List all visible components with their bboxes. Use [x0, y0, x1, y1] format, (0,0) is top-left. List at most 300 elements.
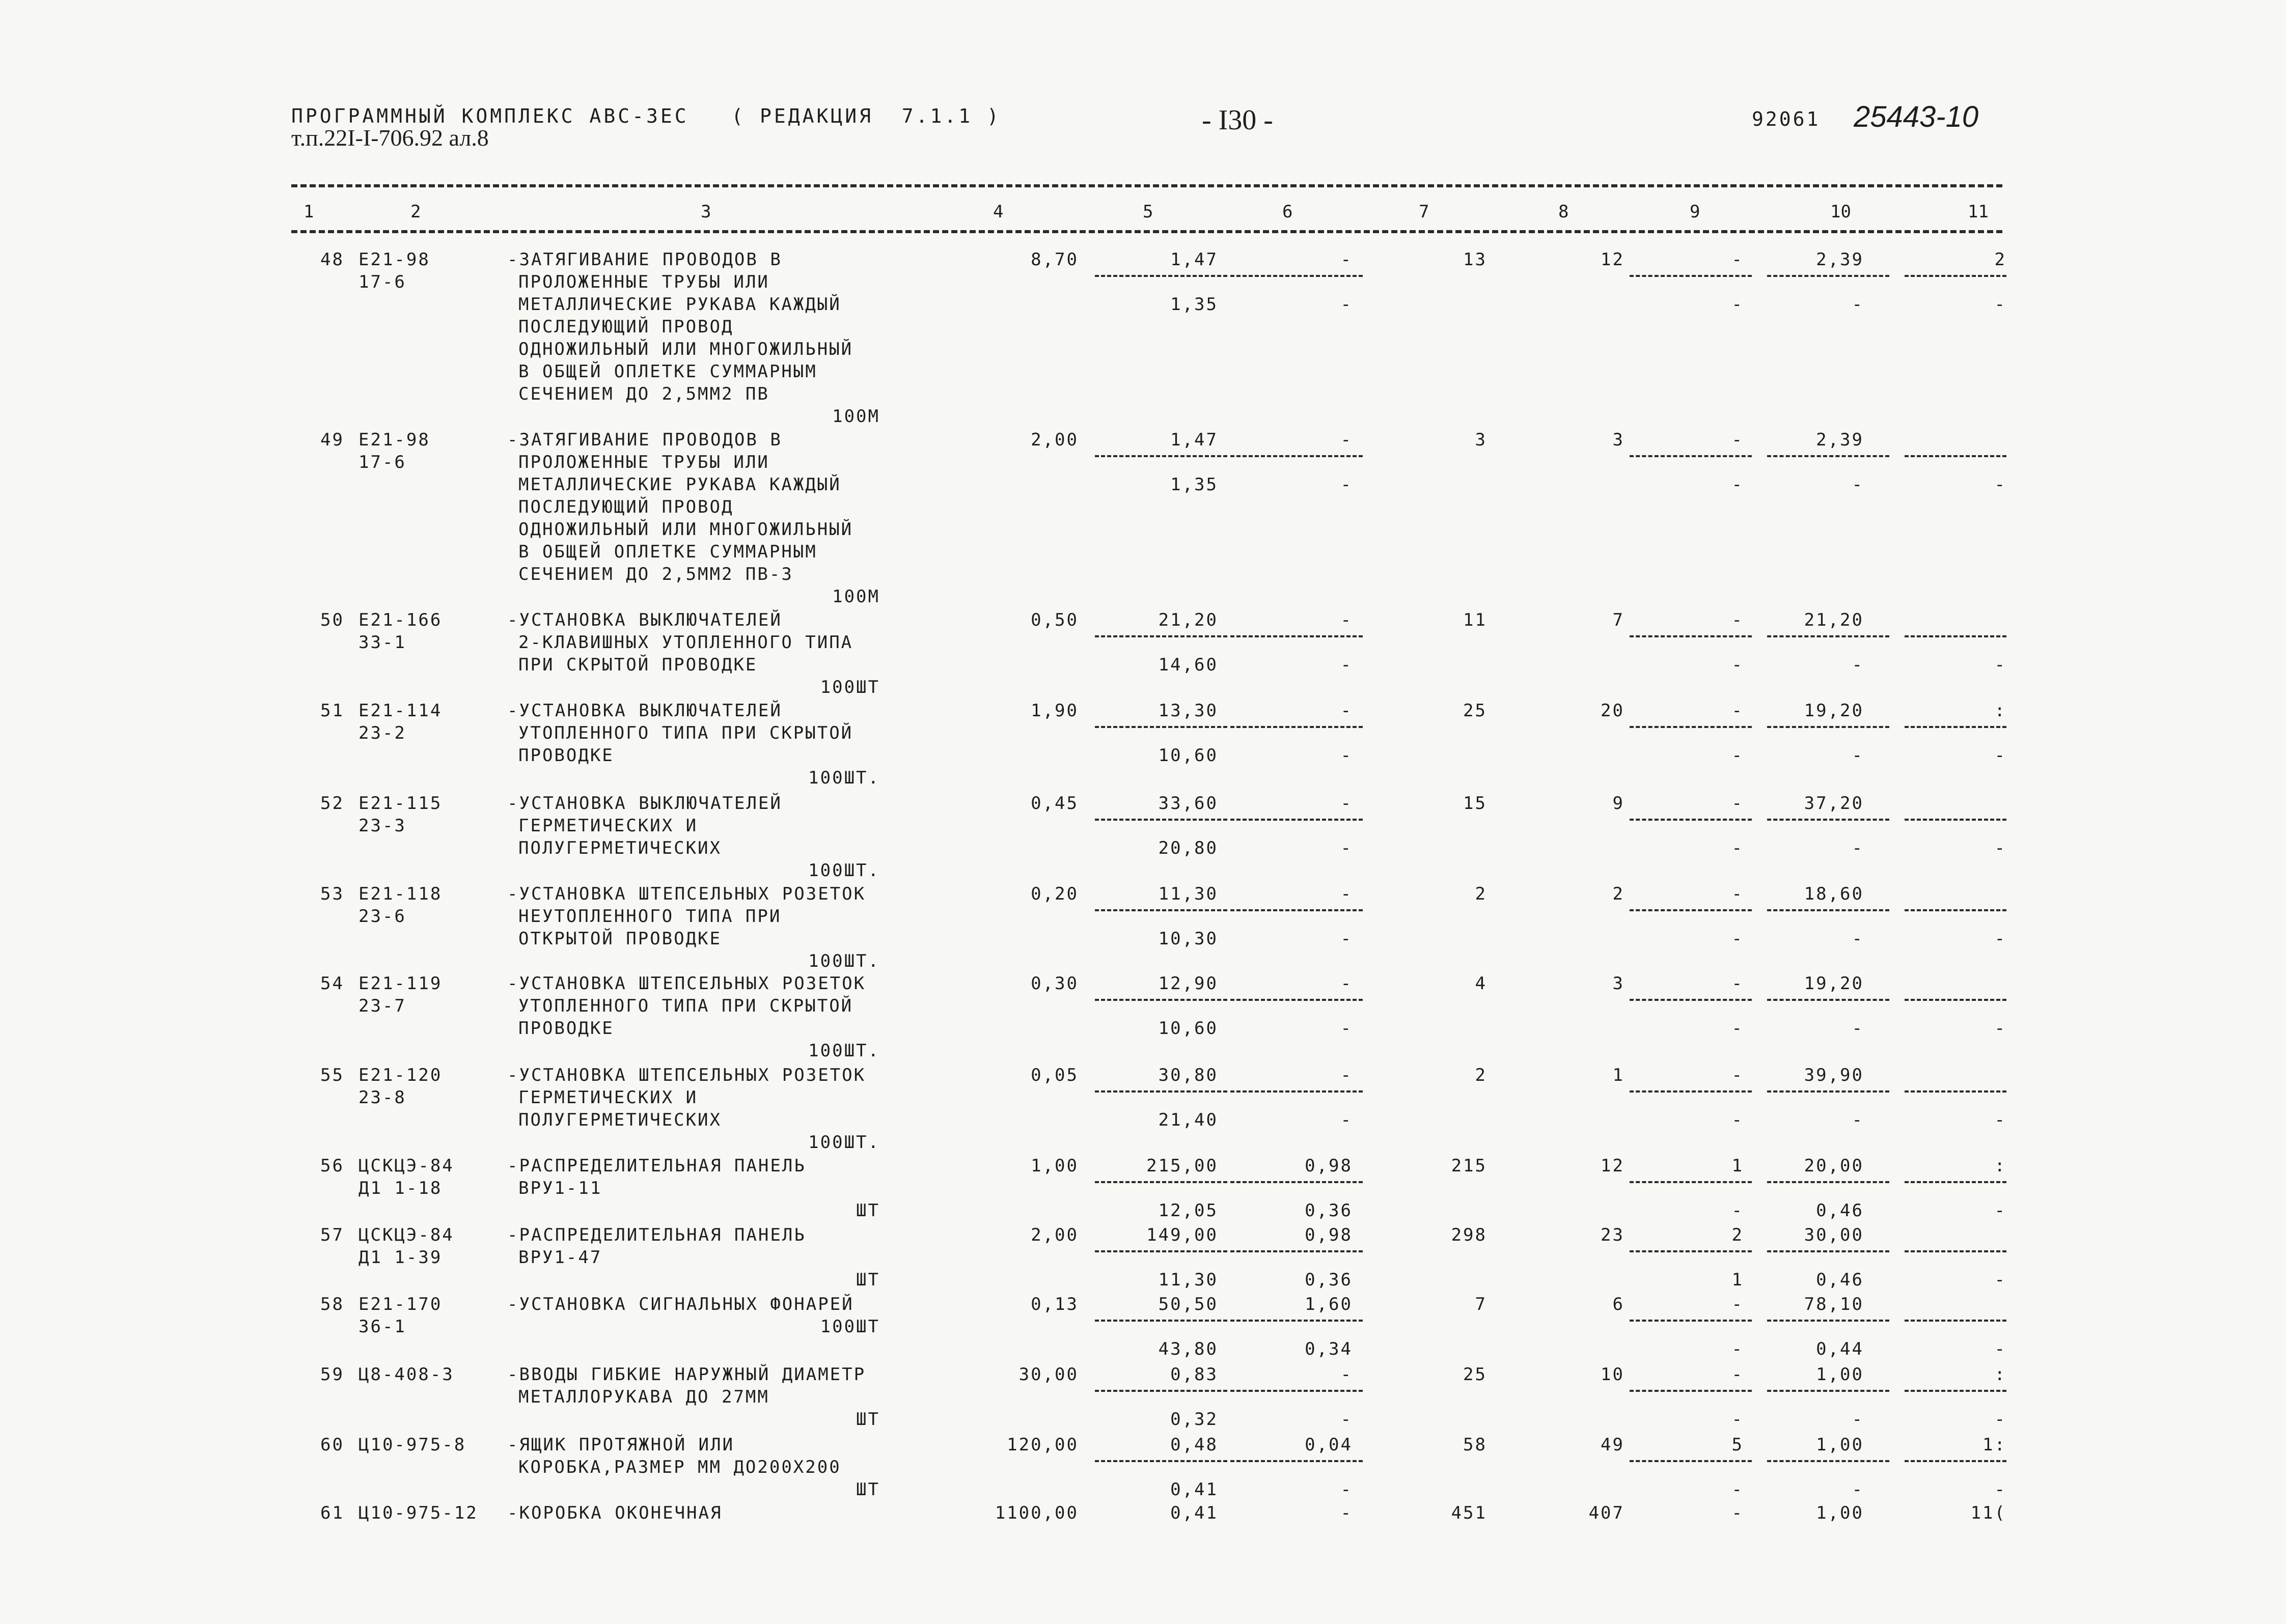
- unit-wages: 11,30: [1158, 1270, 1218, 1290]
- row-separator-5: [1095, 819, 1227, 821]
- rate-code-sub: 23-7: [359, 996, 406, 1016]
- row-separator-9: [1630, 1460, 1752, 1462]
- unit-of-measure: 100ШТ.: [808, 951, 880, 971]
- machine-cost: -: [1340, 884, 1353, 904]
- machine-total: -: [1731, 249, 1744, 270]
- wages-cost: 7: [1612, 610, 1624, 630]
- machine-wages: 0,36: [1305, 1200, 1353, 1221]
- unit-cost: 30,80: [1158, 1065, 1218, 1085]
- rate-code: Е21-120: [359, 1065, 443, 1085]
- row-separator-10: [1767, 1460, 1889, 1462]
- unit-of-measure: ШТ: [856, 1270, 880, 1290]
- row-separator-10: [1767, 1320, 1889, 1322]
- work-description: МЕТАЛЛИЧЕСКИЕ РУКАВА КАЖДЫЙ: [518, 294, 841, 315]
- labor-machine-unit: 0,46: [1816, 1270, 1864, 1290]
- row-separator-11: [1905, 1460, 2006, 1462]
- labor-machine-total: -: [1994, 838, 2006, 858]
- wages-cost: 20: [1601, 701, 1624, 721]
- work-description: -РАСПРЕДЕЛИТЕЛЬНАЯ ПАНЕЛЬ: [507, 1156, 806, 1176]
- row-separator-6: [1230, 999, 1363, 1001]
- work-description: ПРОВОДКЕ: [518, 745, 614, 766]
- row-separator-11: [1905, 635, 2006, 637]
- row-number: 60: [320, 1435, 344, 1455]
- labor-per-unit: 39,90: [1804, 1065, 1864, 1085]
- unit-of-measure: 100М: [832, 586, 880, 607]
- unit-wages: 43,80: [1158, 1339, 1218, 1359]
- work-description: -УСТАНОВКА ВЫКЛЮЧАТЕЛЕЙ: [507, 701, 782, 721]
- row-separator-11: [1905, 1090, 2006, 1093]
- machine-cost: 0,98: [1305, 1156, 1353, 1176]
- row-separator-9: [1630, 1320, 1752, 1322]
- row-separator-9: [1630, 275, 1752, 277]
- machine-total: 5: [1731, 1435, 1744, 1455]
- labor-machine-total: -: [1994, 1200, 2006, 1221]
- row-separator-5: [1095, 999, 1227, 1001]
- labor-machine-unit: -: [1852, 474, 1864, 495]
- row-number: 57: [320, 1225, 344, 1245]
- machine-cost: -: [1340, 793, 1353, 814]
- rate-code-sub: Д1 1-39: [359, 1247, 443, 1268]
- work-description: СЕЧЕНИЕМ ДО 2,5ММ2 ПВ-3: [518, 564, 793, 584]
- work-description: -РАСПРЕДЕЛИТЕЛЬНАЯ ПАНЕЛЬ: [507, 1225, 806, 1245]
- row-separator-10: [1767, 455, 1889, 457]
- machine-cost: -: [1340, 610, 1353, 630]
- rate-code-sub: 33-1: [359, 632, 406, 653]
- row-separator-6: [1230, 1090, 1363, 1093]
- work-description: ВРУ1-11: [518, 1178, 602, 1198]
- unit-cost: 33,60: [1158, 793, 1218, 814]
- unit-wages: 10,60: [1158, 1018, 1218, 1039]
- row-separator-5: [1095, 635, 1227, 637]
- rate-code: Е21-98: [359, 430, 430, 450]
- wages-cost: 23: [1601, 1225, 1624, 1245]
- total-cost: 7: [1475, 1294, 1487, 1314]
- labor-total: 2: [1994, 249, 2006, 270]
- labor-machine-unit: -: [1852, 929, 1864, 949]
- work-description: КОРОБКА,РАЗМЕР ММ ДО200Х200: [518, 1457, 841, 1477]
- work-description: СЕЧЕНИЕМ ДО 2,5ММ2 ПВ: [518, 384, 769, 404]
- machine-total: -: [1731, 884, 1744, 904]
- labor-machine-total: -: [1994, 655, 2006, 675]
- unit-wages: 14,60: [1158, 655, 1218, 675]
- labor-per-unit: 19,20: [1804, 973, 1864, 994]
- row-separator-6: [1230, 726, 1363, 728]
- column-header-3: 3: [701, 202, 711, 222]
- labor-machine-unit: -: [1852, 1110, 1864, 1130]
- machine-wages: -: [1340, 655, 1353, 675]
- work-description: УТОПЛЕННОГО ТИПА ПРИ СКРЫТОЙ: [518, 996, 853, 1016]
- work-description: ОДНОЖИЛЬНЫЙ ИЛИ МНОГОЖИЛЬНЫЙ: [518, 519, 853, 540]
- labor-machine-total: -: [1994, 1339, 2006, 1359]
- work-description: ПОСЛЕДУЮЩИЙ ПРОВОД: [518, 497, 734, 517]
- work-description: -УСТАНОВКА ШТЕПСЕЛЬНЫХ РОЗЕТОК: [507, 884, 866, 904]
- row-separator-6: [1230, 909, 1363, 911]
- row-separator-6: [1230, 635, 1363, 637]
- column-header-10: 10: [1830, 202, 1851, 222]
- rate-code-sub: 23-3: [359, 816, 406, 836]
- row-number: 49: [320, 430, 344, 450]
- row-separator-6: [1230, 1390, 1363, 1392]
- labor-machine-unit: -: [1852, 1409, 1864, 1430]
- row-separator-11: [1905, 455, 2006, 457]
- labor-per-unit: 1,00: [1816, 1503, 1864, 1523]
- unit-of-measure: 100ШТ.: [808, 1041, 880, 1061]
- unit-of-measure: 100ШТ: [820, 1317, 880, 1337]
- machine-cost: -: [1340, 701, 1353, 721]
- machine-wages-total: -: [1731, 1339, 1744, 1359]
- work-description: ПОЛУГЕРМЕТИЧЕСКИХ: [518, 838, 722, 858]
- column-header-1: 1: [304, 202, 314, 222]
- labor-machine-total: -: [1994, 1018, 2006, 1039]
- total-cost: 13: [1463, 249, 1487, 270]
- work-description: ОТКРЫТОЙ ПРОВОДКЕ: [518, 929, 722, 949]
- labor-total: 11(: [1970, 1503, 2006, 1523]
- work-description: -КОРОБКА ОКОНЕЧНАЯ: [507, 1503, 723, 1523]
- unit-cost: 50,50: [1158, 1294, 1218, 1314]
- labor-total: 1:: [1982, 1435, 2006, 1455]
- row-separator-10: [1767, 1390, 1889, 1392]
- total-cost: 451: [1451, 1503, 1487, 1523]
- labor-machine-total: -: [1994, 474, 2006, 495]
- row-separator-10: [1767, 726, 1889, 728]
- labor-machine-unit: -: [1852, 745, 1864, 766]
- row-separator-9: [1630, 455, 1752, 457]
- row-separator-6: [1230, 275, 1363, 277]
- rate-code: Ц10-975-8: [359, 1435, 466, 1455]
- machine-wages: -: [1340, 1479, 1353, 1500]
- sheet-code: 25443-10: [1854, 100, 1979, 133]
- work-description: -ЗАТЯГИВАНИЕ ПРОВОДОВ В: [507, 249, 782, 270]
- row-separator-11: [1905, 819, 2006, 821]
- row-separator-10: [1767, 1250, 1889, 1252]
- labor-machine-unit: -: [1852, 1018, 1864, 1039]
- total-cost: 3: [1475, 430, 1487, 450]
- total-cost: 25: [1463, 701, 1487, 721]
- labor-per-unit: 37,20: [1804, 793, 1864, 814]
- row-separator-9: [1630, 1390, 1752, 1392]
- row-separator-11: [1905, 275, 2006, 277]
- quantity: 120,00: [1007, 1435, 1079, 1455]
- row-number: 51: [320, 701, 344, 721]
- unit-cost: 0,83: [1170, 1364, 1218, 1385]
- unit-of-measure: 100ШТ.: [808, 1132, 880, 1153]
- rate-code: Е21-166: [359, 610, 443, 630]
- row-number: 54: [320, 973, 344, 994]
- labor-machine-unit: 0,44: [1816, 1339, 1864, 1359]
- rate-code: Е21-115: [359, 793, 443, 814]
- machine-total: -: [1731, 1065, 1744, 1085]
- work-description: -УСТАНОВКА ВЫКЛЮЧАТЕЛЕЙ: [507, 610, 782, 630]
- machine-wages-total: -: [1731, 474, 1744, 495]
- work-description: ПОСЛЕДУЮЩИЙ ПРОВОД: [518, 317, 734, 337]
- total-cost: 11: [1463, 610, 1487, 630]
- rate-code-sub: 23-2: [359, 723, 406, 743]
- row-separator-11: [1905, 1390, 2006, 1392]
- row-separator-10: [1767, 819, 1889, 821]
- row-separator-11: [1905, 726, 2006, 728]
- machine-cost: 1,60: [1305, 1294, 1353, 1314]
- row-separator-10: [1767, 635, 1889, 637]
- quantity: 2,00: [1031, 430, 1079, 450]
- total-cost: 4: [1475, 973, 1487, 994]
- unit-of-measure: 100М: [832, 406, 880, 427]
- column-header-8: 8: [1558, 202, 1569, 222]
- rate-code: Е21-170: [359, 1294, 443, 1314]
- machine-cost: 0,98: [1305, 1225, 1353, 1245]
- wages-cost: 9: [1612, 793, 1624, 814]
- machine-total: -: [1731, 701, 1744, 721]
- work-description: ПРОЛОЖЕННЫЕ ТРУБЫ ИЛИ: [518, 272, 769, 292]
- labor-per-unit: 19,20: [1804, 701, 1864, 721]
- rate-code: Ц8-408-3: [359, 1364, 454, 1385]
- row-separator-5: [1095, 1250, 1227, 1252]
- row-number: 48: [320, 249, 344, 270]
- wages-cost: 3: [1612, 973, 1624, 994]
- machine-cost: -: [1340, 1503, 1353, 1523]
- machine-wages: -: [1340, 1409, 1353, 1430]
- machine-wages-total: -: [1731, 929, 1744, 949]
- work-description: -ЯЩИК ПРОТЯЖНОЙ ИЛИ: [507, 1435, 734, 1455]
- unit-of-measure: ШТ: [856, 1479, 880, 1500]
- row-separator-11: [1905, 1320, 2006, 1322]
- row-separator-9: [1630, 1181, 1752, 1183]
- row-separator-5: [1095, 275, 1227, 277]
- row-number: 53: [320, 884, 344, 904]
- machine-total: 1: [1731, 1156, 1744, 1176]
- row-separator-11: [1905, 909, 2006, 911]
- wages-cost: 49: [1601, 1435, 1624, 1455]
- machine-total: -: [1731, 793, 1744, 814]
- row-separator-6: [1230, 1320, 1363, 1322]
- work-description: -УСТАНОВКА ШТЕПСЕЛЬНЫХ РОЗЕТОК: [507, 973, 866, 994]
- unit-cost: 0,41: [1170, 1503, 1218, 1523]
- labor-machine-total: -: [1994, 1110, 2006, 1130]
- labor-machine-total: -: [1994, 745, 2006, 766]
- row-separator-11: [1905, 1250, 2006, 1252]
- rate-code-sub: 17-6: [359, 272, 406, 292]
- quantity: 1,90: [1031, 701, 1079, 721]
- total-cost: 15: [1463, 793, 1487, 814]
- machine-wages: -: [1340, 929, 1353, 949]
- labor-machine-total: -: [1994, 294, 2006, 315]
- row-separator-10: [1767, 1181, 1889, 1183]
- machine-wages: -: [1340, 1018, 1353, 1039]
- row-separator-10: [1767, 1090, 1889, 1093]
- row-number: 61: [320, 1503, 344, 1523]
- machine-cost: -: [1340, 973, 1353, 994]
- work-description: ГЕРМЕТИЧЕСКИХ И: [518, 816, 698, 836]
- row-separator-9: [1630, 726, 1752, 728]
- machine-wages: -: [1340, 294, 1353, 315]
- machine-wages-total: -: [1731, 1110, 1744, 1130]
- unit-cost: 215,00: [1146, 1156, 1218, 1176]
- unit-cost: 149,00: [1146, 1225, 1218, 1245]
- machine-wages-total: -: [1731, 655, 1744, 675]
- row-separator-5: [1095, 1390, 1227, 1392]
- machine-wages: -: [1340, 474, 1353, 495]
- unit-wages: 0,41: [1170, 1479, 1218, 1500]
- row-separator-11: [1905, 999, 2006, 1001]
- work-description: -УСТАНОВКА ВЫКЛЮЧАТЕЛЕЙ: [507, 793, 782, 814]
- machine-wages: 0,36: [1305, 1270, 1353, 1290]
- work-description: В ОБЩЕЙ ОПЛЕТКЕ СУММАРНЫМ: [518, 361, 817, 382]
- labor-machine-total: -: [1994, 929, 2006, 949]
- labor-total: :: [1994, 701, 2006, 721]
- rate-code: Ц10-975-12: [359, 1503, 478, 1523]
- rate-code: ЦСКЦЭ-84: [359, 1225, 454, 1245]
- machine-total: -: [1731, 430, 1744, 450]
- rate-code-sub: Д1 1-18: [359, 1178, 443, 1198]
- machine-wages: -: [1340, 745, 1353, 766]
- wages-cost: 407: [1588, 1503, 1624, 1523]
- work-description: -ВВОДЫ ГИБКИЕ НАРУЖНЫЙ ДИАМЕТР: [507, 1364, 866, 1385]
- wages-cost: 1: [1612, 1065, 1624, 1085]
- unit-wages: 0,32: [1170, 1409, 1218, 1430]
- unit-wages: 12,05: [1158, 1200, 1218, 1221]
- machine-wages-total: -: [1731, 1409, 1744, 1430]
- row-number: 50: [320, 610, 344, 630]
- unit-of-measure: 100ШТ: [820, 677, 880, 697]
- quantity: 0,05: [1031, 1065, 1079, 1085]
- total-cost: 215: [1451, 1156, 1487, 1176]
- machine-wages-total: 1: [1731, 1270, 1744, 1290]
- work-description: МЕТАЛЛИЧЕСКИЕ РУКАВА КАЖДЫЙ: [518, 474, 841, 495]
- rate-code: ЦСКЦЭ-84: [359, 1156, 454, 1176]
- machine-wages: -: [1340, 838, 1353, 858]
- unit-cost: 13,30: [1158, 701, 1218, 721]
- rate-code-sub: 23-6: [359, 906, 406, 927]
- wages-cost: 12: [1601, 249, 1624, 270]
- row-separator-6: [1230, 819, 1363, 821]
- rate-code-sub: 23-8: [359, 1087, 406, 1108]
- labor-per-unit: 2,39: [1816, 249, 1864, 270]
- labor-per-unit: 18,60: [1804, 884, 1864, 904]
- row-separator-9: [1630, 999, 1752, 1001]
- labor-per-unit: 2,39: [1816, 430, 1864, 450]
- unit-cost: 1,47: [1170, 249, 1218, 270]
- total-cost: 2: [1475, 884, 1487, 904]
- labor-machine-unit: 0,46: [1816, 1200, 1864, 1221]
- row-separator-5: [1095, 909, 1227, 911]
- work-description: ОДНОЖИЛЬНЫЙ ИЛИ МНОГОЖИЛЬНЫЙ: [518, 339, 853, 359]
- labor-per-unit: 20,00: [1804, 1156, 1864, 1176]
- column-header-11: 11: [1968, 202, 1989, 222]
- wages-cost: 12: [1601, 1156, 1624, 1176]
- rate-code: Е21-118: [359, 884, 443, 904]
- machine-wages-total: -: [1731, 838, 1744, 858]
- row-separator-10: [1767, 999, 1889, 1001]
- unit-of-measure: 100ШТ.: [808, 860, 880, 881]
- machine-cost: -: [1340, 1364, 1353, 1385]
- machine-wages: -: [1340, 1110, 1353, 1130]
- machine-wages-total: -: [1731, 294, 1744, 315]
- work-description: ПОЛУГЕРМЕТИЧЕСКИХ: [518, 1110, 722, 1130]
- machine-wages-total: -: [1731, 1479, 1744, 1500]
- quantity: 1100,00: [995, 1503, 1079, 1523]
- row-number: 56: [320, 1156, 344, 1176]
- unit-wages: 20,80: [1158, 838, 1218, 858]
- work-description: В ОБЩЕЙ ОПЛЕТКЕ СУММАРНЫМ: [518, 542, 817, 562]
- total-cost: 25: [1463, 1364, 1487, 1385]
- quantity: 0,45: [1031, 793, 1079, 814]
- labor-machine-unit: -: [1852, 838, 1864, 858]
- project-code: т.п.22I-I-706.92 ал.8: [291, 125, 489, 151]
- wages-cost: 3: [1612, 430, 1624, 450]
- row-separator-6: [1230, 1250, 1363, 1252]
- program-title: ПРОГРАММНЫЙ КОМПЛЕКС АВС-ЗЕС ( РЕДАКЦИЯ 7.1.1 ): [291, 105, 1001, 127]
- work-description: МЕТАЛЛОРУКАВА ДО 27ММ: [518, 1387, 769, 1407]
- rate-code-sub: 36-1: [359, 1317, 406, 1337]
- unit-cost: 0,48: [1170, 1435, 1218, 1455]
- column-header-6: 6: [1282, 202, 1293, 222]
- rate-code: Е21-114: [359, 701, 443, 721]
- quantity: 1,00: [1031, 1156, 1079, 1176]
- work-description: ВРУ1-47: [518, 1247, 602, 1268]
- work-description: ПРИ СКРЫТОЙ ПРОВОДКЕ: [518, 655, 758, 675]
- row-separator-5: [1095, 1090, 1227, 1093]
- row-separator-6: [1230, 1181, 1363, 1183]
- labor-per-unit: 1,00: [1816, 1435, 1864, 1455]
- row-separator-5: [1095, 1181, 1227, 1183]
- unit-cost: 21,20: [1158, 610, 1218, 630]
- row-separator-5: [1095, 726, 1227, 728]
- quantity: 0,20: [1031, 884, 1079, 904]
- quantity: 8,70: [1031, 249, 1079, 270]
- labor-per-unit: 78,10: [1804, 1294, 1864, 1314]
- row-number: 52: [320, 793, 344, 814]
- quantity: 0,50: [1031, 610, 1079, 630]
- column-header-7: 7: [1419, 202, 1429, 222]
- column-header-9: 9: [1690, 202, 1700, 222]
- wages-cost: 6: [1612, 1294, 1624, 1314]
- row-separator-9: [1630, 819, 1752, 821]
- machine-total: -: [1731, 1364, 1744, 1385]
- row-separator-9: [1630, 1250, 1752, 1252]
- work-description: -УСТАНОВКА СИГНАЛЬНЫХ ФОНАРЕЙ: [507, 1294, 854, 1314]
- row-number: 55: [320, 1065, 344, 1085]
- total-cost: 298: [1451, 1225, 1487, 1245]
- wages-cost: 2: [1612, 884, 1624, 904]
- unit-cost: 12,90: [1158, 973, 1218, 994]
- rate-code: Е21-98: [359, 249, 430, 270]
- row-separator-5: [1095, 1460, 1227, 1462]
- machine-wages-total: -: [1731, 745, 1744, 766]
- machine-total: -: [1731, 973, 1744, 994]
- machine-total: -: [1731, 610, 1744, 630]
- unit-wages: 10,30: [1158, 929, 1218, 949]
- machine-total: -: [1731, 1294, 1744, 1314]
- labor-machine-total: -: [1994, 1409, 2006, 1430]
- unit-wages: 10,60: [1158, 745, 1218, 766]
- quantity: 0,13: [1031, 1294, 1079, 1314]
- machine-total: 2: [1731, 1225, 1744, 1245]
- work-description: ПРОЛОЖЕННЫЕ ТРУБЫ ИЛИ: [518, 452, 769, 472]
- work-description: УТОПЛЕННОГО ТИПА ПРИ СКРЫТОЙ: [518, 723, 853, 743]
- machine-wages-total: -: [1731, 1200, 1744, 1221]
- total-cost: 2: [1475, 1065, 1487, 1085]
- work-description: 2-КЛАВИШНЫХ УТОПЛЕННОГО ТИПА: [518, 632, 853, 653]
- unit-of-measure: ШТ: [856, 1200, 880, 1221]
- row-separator-9: [1630, 635, 1752, 637]
- row-separator-11: [1905, 1181, 2006, 1183]
- quantity: 2,00: [1031, 1225, 1079, 1245]
- row-number: 59: [320, 1364, 344, 1385]
- document-code: 92061: [1752, 108, 1821, 130]
- row-separator-9: [1630, 909, 1752, 911]
- quantity: 0,30: [1031, 973, 1079, 994]
- labor-per-unit: 30,00: [1804, 1225, 1864, 1245]
- page-number: - I30 -: [1202, 104, 1273, 136]
